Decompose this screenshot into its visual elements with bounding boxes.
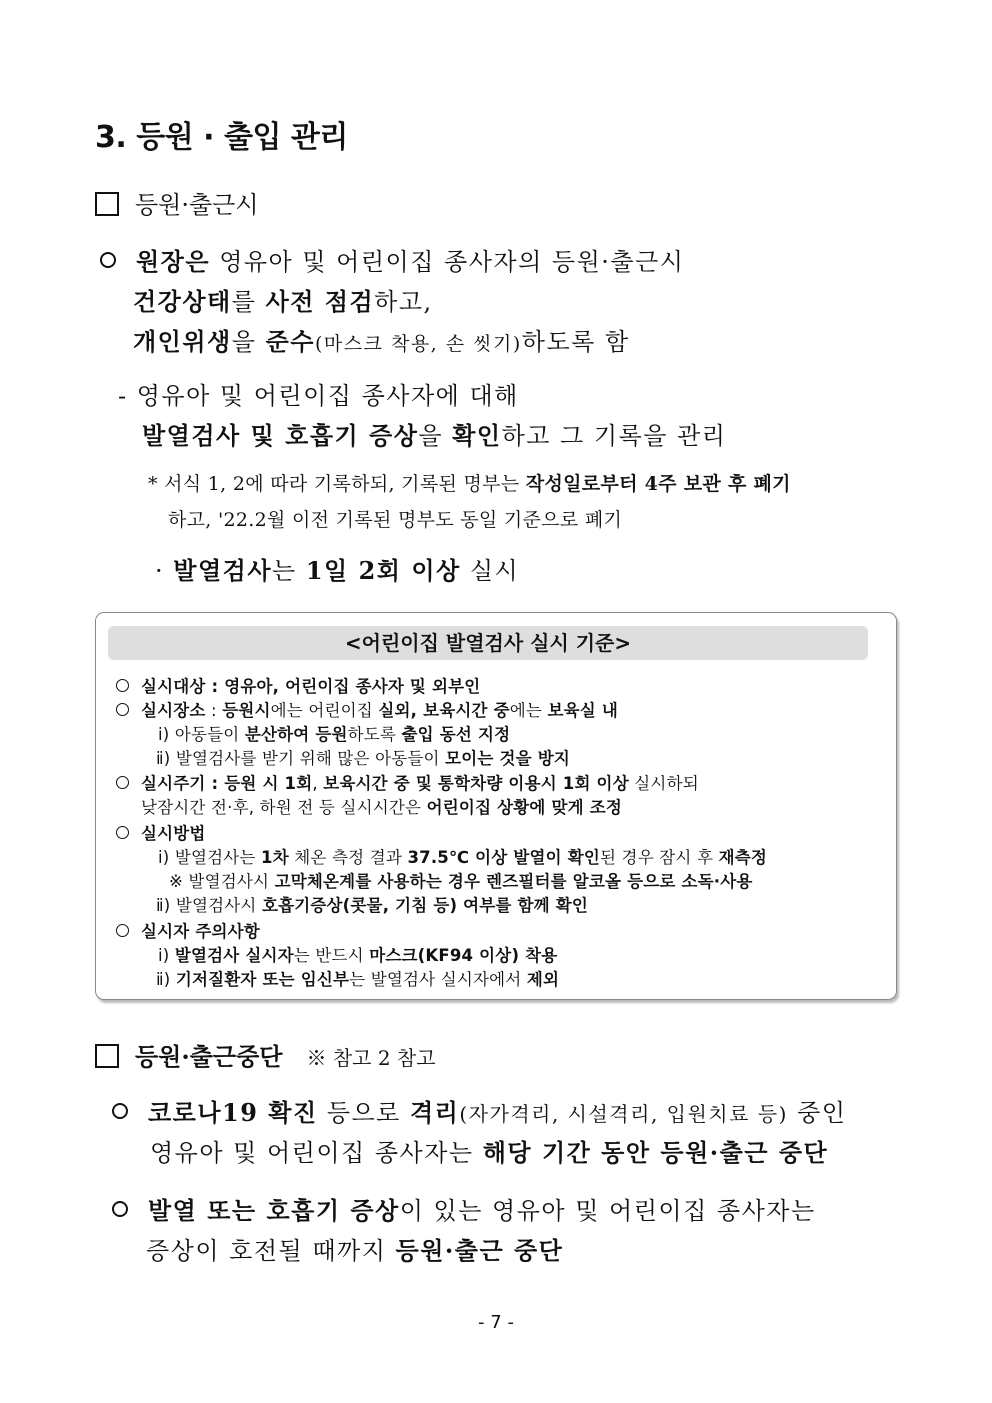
box-row-cycle-cont — [141, 794, 622, 818]
bold-text: 등원시 — [222, 701, 271, 720]
text: 를 — [231, 288, 266, 316]
text: ⅱ) 발열검사를 받기 위해 많은 아동들이 — [156, 749, 446, 768]
paragraph-3 — [155, 551, 519, 586]
box-row-place-ii — [156, 745, 570, 769]
note-line-2: 하고, '22.2월 이전 기록된 명부도 동일 기준으로 폐기 — [168, 509, 623, 531]
paragraph-5-line-2 — [146, 1231, 563, 1266]
bold-text: 발열 또는 호흡기 증상 — [148, 1196, 400, 1225]
fever-check-standards-box — [95, 612, 897, 1000]
bold-text: 사전 점검 — [265, 287, 375, 316]
bold-text: 해당 기간 동안 등원·출근 중단 — [482, 1138, 829, 1167]
text: ⅰ) 발열검사는 — [158, 848, 262, 867]
box-row-place — [116, 697, 618, 721]
bold-text: 호흡기증상(콧물, 기침 등) 여부를 함께 확인 — [261, 896, 589, 915]
bold-text: 실시자 주의사항 — [141, 922, 260, 941]
box-row-cycle — [116, 770, 699, 794]
paragraph-1-line-2 — [133, 282, 433, 317]
text: ⅰ) 아동들이 — [158, 725, 245, 744]
box-row-method-note — [169, 868, 753, 892]
bold-text: 실시주기 : 등원 시 1회 — [141, 774, 313, 793]
bold-text: 고막체온계를 사용하는 경우 렌즈필터를 알코올 등으로 소독·사용 — [274, 872, 753, 891]
bold-text: 건강상태 — [133, 287, 232, 316]
bold-text: 발열검사 및 호흡기 증상 — [142, 421, 419, 450]
bold-text: 실시방법 — [141, 824, 206, 843]
text: , — [312, 774, 324, 793]
text: ⅱ) — [156, 970, 176, 989]
text: 실시하되 — [628, 774, 699, 793]
section-heading-text: 등원·출근시 — [135, 191, 259, 219]
text: 에는 어린이집 — [270, 701, 379, 720]
bullet-circle-icon — [116, 826, 129, 839]
note-line-1 — [148, 469, 791, 496]
paragraph-4-line-2 — [150, 1133, 828, 1168]
text: : — [205, 701, 223, 720]
bullet-circle-icon — [112, 1201, 128, 1217]
bullet-circle-icon — [112, 1103, 128, 1119]
box-row-cautions-ii — [156, 966, 559, 990]
box-row-method-i — [158, 844, 767, 868]
text: (자가격리, 시설격리, 입원치료 등) — [459, 1102, 788, 1126]
bold-text: 분산하여 등원 — [244, 725, 348, 744]
section-heading-1 — [95, 185, 259, 220]
text: 등으로 — [317, 1099, 410, 1127]
bold-text: 37.5℃ 이상 발열이 확인 — [407, 848, 600, 867]
checkbox-square-icon — [95, 192, 119, 216]
text: ※ 발열검사시 — [169, 872, 275, 891]
bold-text: 1차 — [261, 848, 289, 867]
bold-text: 보육시간 중 및 통학차량 이용시 1회 이상 — [323, 774, 629, 793]
bold-text: 제외 — [526, 970, 560, 989]
text: 하고, — [374, 288, 433, 316]
text: 중인 — [787, 1099, 847, 1127]
page-number: - 7 - — [478, 1312, 514, 1333]
text: 는 — [272, 557, 306, 585]
text: 는 반드시 — [293, 946, 370, 965]
section-heading-2 — [95, 1037, 436, 1072]
text: ⅱ) 발열검사시 — [156, 896, 262, 915]
bold-text: 기저질환자 또는 임신부 — [175, 970, 350, 989]
text: (마스크 착용, 손 씻기) — [314, 333, 522, 355]
bold-text: 실외, 보육시간 중 — [378, 701, 510, 720]
text: 하고 그 기록을 관리 — [501, 422, 727, 450]
bullet-circle-icon — [116, 776, 129, 789]
box-row-method-ii — [156, 892, 588, 916]
bold-text: 확인 — [452, 421, 502, 450]
paragraph-4-line-1 — [112, 1093, 846, 1128]
bold-text: 모이는 것을 방지 — [445, 749, 571, 768]
bold-text: 마스크(KF94 이상) 착용 — [369, 946, 558, 965]
bold-text: 작성일로부터 4주 보관 후 폐기 — [525, 473, 791, 495]
box-row-cautions — [116, 918, 260, 942]
checkbox-square-icon — [95, 1044, 119, 1068]
text: 증상이 호전될 때까지 — [146, 1237, 396, 1265]
paragraph-2-line-2 — [142, 416, 726, 451]
bold-text: 코로나19 확진 — [148, 1098, 318, 1127]
bullet-circle-icon — [116, 703, 129, 716]
bullet-circle-icon — [100, 252, 116, 268]
text: 을 — [231, 328, 266, 356]
text: 하도록 — [347, 725, 402, 744]
text: 하도록 함 — [521, 328, 630, 356]
paragraph-1-line-3 — [133, 322, 630, 357]
page-title: 3. 등원 · 출입 관리 — [95, 120, 348, 155]
text: 는 발열검사 실시자에서 — [349, 970, 527, 989]
box-title: <어린이집 발열검사 실시 기준> — [108, 626, 868, 660]
bullet-circle-icon — [116, 924, 129, 937]
bold-text: 출입 동선 지정 — [401, 725, 511, 744]
reference-note: ※ 참고 2 참고 — [306, 1046, 436, 1070]
bold-text: 격리 — [410, 1098, 460, 1127]
paragraph-1-line-1 — [100, 242, 684, 277]
bold-text: 1일 2회 이상 — [305, 556, 461, 585]
box-row-cautions-i — [158, 942, 557, 966]
text: 낮잠시간 전·후, 하원 전 등 실시시간은 — [141, 798, 427, 817]
bold-text: 준수 — [265, 327, 315, 356]
bold-text: 발열검사 — [173, 556, 273, 585]
box-row-method — [116, 820, 206, 844]
text: 실시 — [460, 557, 520, 585]
bullet-circle-icon — [116, 679, 129, 692]
text: 영유아 및 어린이집 종사자의 등원·출근시 — [210, 248, 685, 276]
bold-text: 등원·출근 중단 — [395, 1236, 564, 1265]
text: 체온 측정 결과 — [288, 848, 408, 867]
bold-text: 재측정 — [718, 848, 768, 867]
bold-text: 개인위생 — [133, 327, 232, 356]
text: ⅰ) — [158, 946, 175, 965]
text: 이 있는 영유아 및 어린이집 종사자는 — [399, 1197, 816, 1225]
paragraph-2-line-1: - 영유아 및 어린이집 종사자에 대해 — [118, 382, 519, 410]
paragraph-5-line-1 — [112, 1191, 816, 1226]
box-row-target — [116, 673, 480, 697]
bold-text: 실시장소 — [141, 701, 206, 720]
text: · — [155, 557, 174, 585]
box-row-place-i — [158, 721, 510, 745]
bold-text: 실시대상 : 영유아, 어린이집 종사자 및 외부인 — [141, 677, 481, 696]
bold-text: 발열검사 실시자 — [174, 946, 294, 965]
text: 된 경우 잠시 후 — [599, 848, 719, 867]
bold-text: 보육실 내 — [547, 701, 618, 720]
section-heading-text: 등원·출근중단 — [135, 1042, 283, 1071]
text: 에는 — [509, 701, 548, 720]
text: * 서식 1, 2에 따라 기록하되, 기록된 명부는 — [148, 473, 526, 495]
text: 을 — [418, 422, 453, 450]
text: 영유아 및 어린이집 종사자는 — [150, 1139, 483, 1167]
bold-text: 어린이집 상황에 맞게 조정 — [426, 798, 623, 817]
bold-text: 원장은 — [136, 247, 211, 276]
